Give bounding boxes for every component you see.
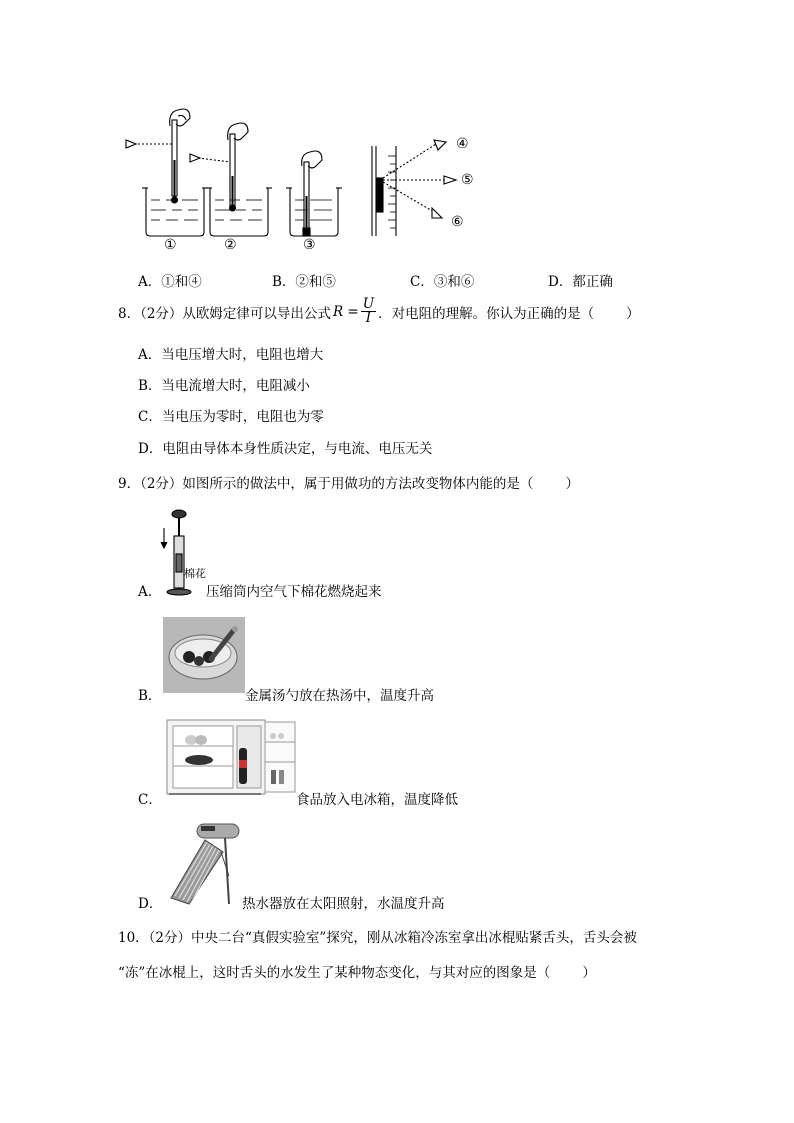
q7-option-d[interactable]: D．都正确 xyxy=(548,274,613,290)
q7-option-c[interactable]: C．③和⑥ xyxy=(410,274,475,290)
q7-option-a[interactable]: A．①和④ xyxy=(138,274,202,290)
q9-option-d-text[interactable]: 热水器放在太阳照射，水温度升高 xyxy=(242,896,445,912)
thermometer-reading-figure xyxy=(118,100,488,260)
q9-option-a-text[interactable]: 压缩筒内空气下棉花燃烧起来 xyxy=(206,584,382,600)
figure-label-5: ⑤ xyxy=(461,172,474,188)
fire-syringe-label: 棉花 xyxy=(184,567,206,580)
q8-option-c[interactable]: C．当电压为零时，电阻也为零 xyxy=(138,409,324,425)
q10-stem-line2: “冻”在冰棍上，这时舌头的水发生了某种物态变化，与其对应的图象是（ ） xyxy=(118,965,596,981)
figure-label-3: ③ xyxy=(303,237,316,253)
mini-fridge-image xyxy=(165,718,297,800)
q9-option-d-letter[interactable]: D． xyxy=(138,896,163,912)
solar-water-heater-image xyxy=(165,820,243,906)
q9-stem: 9．（2分）如图所示的做法中，属于用做功的方法改变物体内能的是（ ） xyxy=(118,476,579,492)
q8-stem: 8．（2分）从欧姆定律可以导出公式 R = $\frac{U}{I}$ ．对电阻的理解。你认为正确的是（ ） xyxy=(118,296,640,326)
q9-option-b-text[interactable]: 金属汤勺放在热汤中，温度升高 xyxy=(245,688,434,704)
figure-label-4: ④ xyxy=(456,136,469,152)
q8-option-d[interactable]: D．电阻由导体本身性质决定，与电流、电压无关 xyxy=(138,441,433,457)
spoon-in-soup-image xyxy=(163,617,245,693)
figure-label-1: ① xyxy=(164,237,177,253)
q9-option-c-text[interactable]: 食品放入电冰箱，温度降低 xyxy=(296,792,458,808)
q10-stem-line1: 10．（2分）中央二台“真假实验室”探究，刚从冰箱冷冻室拿出冰棍贴紧舌头，舌头会被 xyxy=(118,930,637,946)
q9-option-c-letter[interactable]: C． xyxy=(138,792,162,808)
q8-option-b[interactable]: B．当电流增大时，电阻减小 xyxy=(138,378,310,394)
figure-label-6: ⑥ xyxy=(451,214,464,230)
q7-option-b[interactable]: B．②和⑤ xyxy=(272,274,336,290)
figure-label-2: ② xyxy=(224,237,237,253)
formula-lhs: R = xyxy=(332,303,359,320)
fire-syringe-image xyxy=(156,506,206,598)
q9-option-a-letter[interactable]: A． xyxy=(138,584,162,600)
q8-option-a[interactable]: A．当电压增大时，电阻也增大 xyxy=(138,347,324,363)
q9-option-b-letter[interactable]: B． xyxy=(138,688,162,704)
ohm-formula-fraction: $\frac{U}{I}$ xyxy=(362,296,375,326)
